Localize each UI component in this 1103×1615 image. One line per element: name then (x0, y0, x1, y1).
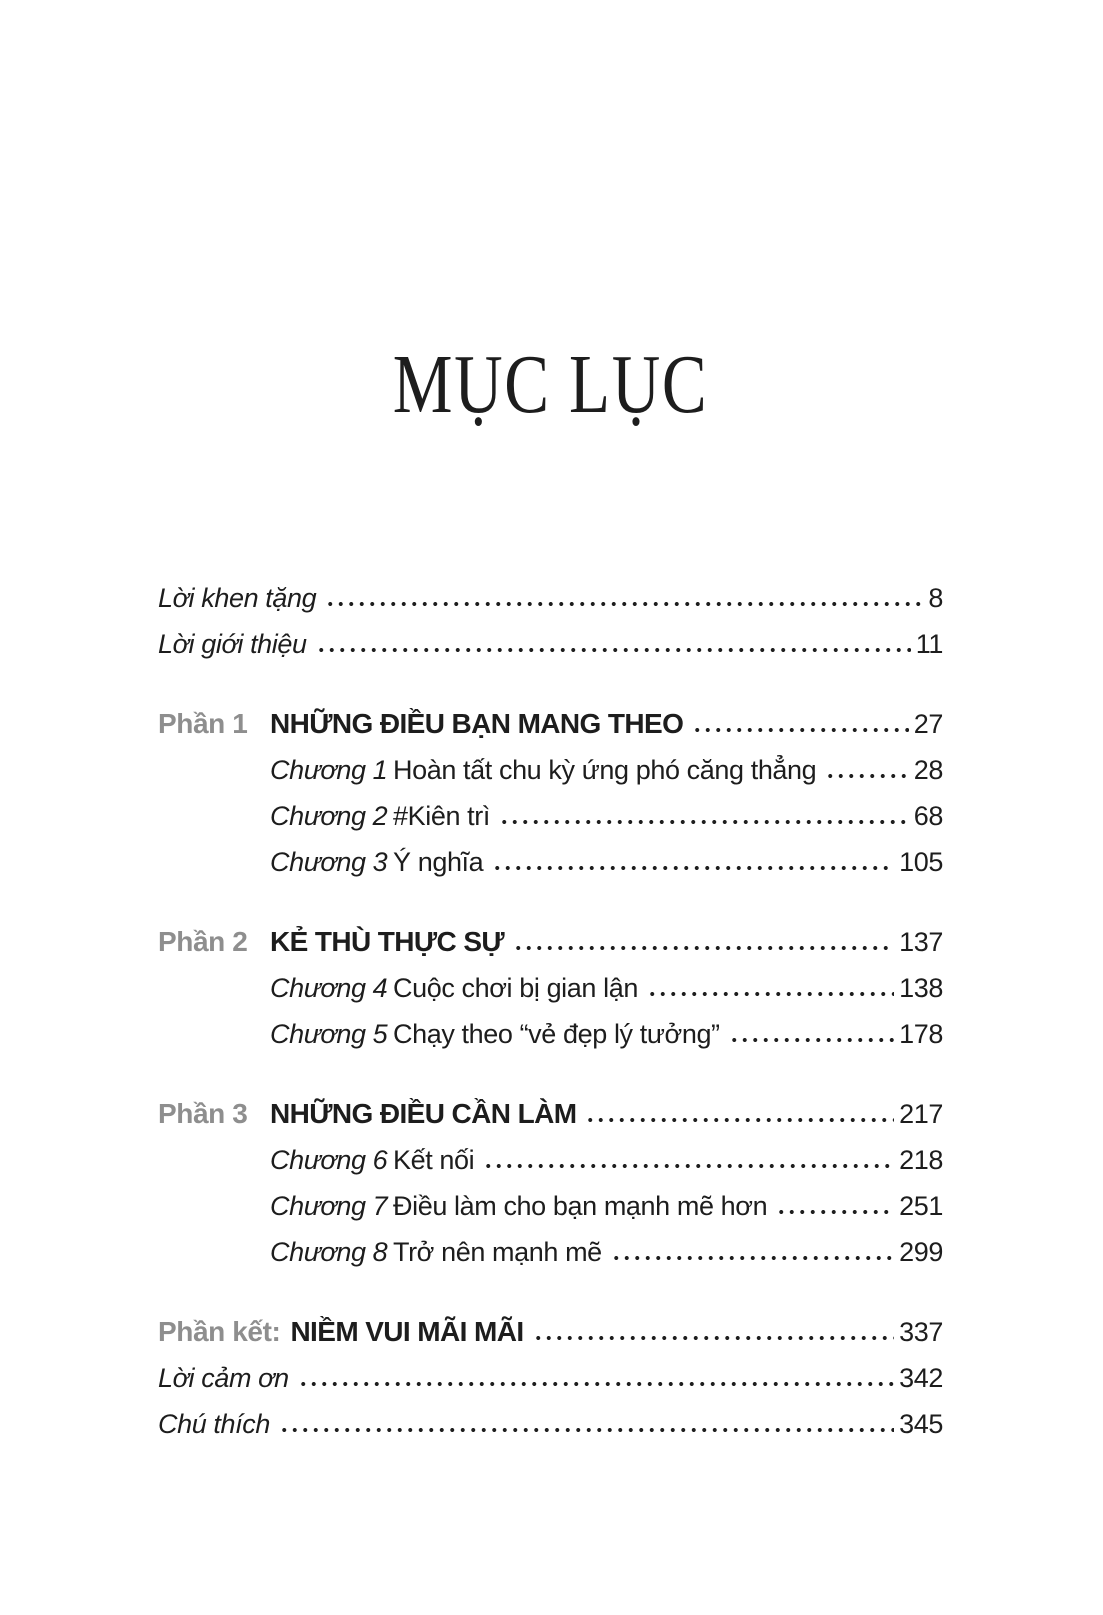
page-number: 105 (899, 847, 943, 877)
chapter-entry (158, 1011, 943, 1057)
table-of-contents (158, 575, 943, 1447)
chapter-title: #Kiên trì (393, 801, 490, 831)
page-number: 27 (913, 709, 943, 739)
page-number: 217 (899, 1099, 943, 1129)
toc-entry (158, 1355, 943, 1401)
entry-label: Chú thích (158, 1409, 270, 1439)
dot-leader (513, 945, 894, 951)
front-matter-group (158, 575, 943, 667)
page-title: MỤC LỤC (392, 338, 709, 431)
page-number: 11 (915, 629, 943, 659)
page-number: 345 (899, 1409, 943, 1439)
toc-entry (158, 1401, 943, 1447)
part-label: Phần 3 (158, 1098, 248, 1129)
part-title: NHỮNG ĐIỀU CẦN LÀM (270, 1098, 577, 1129)
page-number: 299 (899, 1237, 943, 1267)
chapter-title: Kết nối (393, 1145, 475, 1175)
chapter-label: Chương 6 (270, 1145, 388, 1175)
page-number: 218 (899, 1145, 943, 1175)
chapter-entry (158, 793, 943, 839)
page-number: 178 (899, 1019, 943, 1049)
chapter-entry (158, 1229, 943, 1275)
chapter-entry (158, 747, 943, 793)
conclusion-entry (158, 1309, 943, 1355)
chapter-title: Ý nghĩa (393, 847, 484, 877)
part-entry (158, 1091, 943, 1137)
back-matter-group (158, 1309, 943, 1447)
chapter-label: Chương 8 (270, 1237, 388, 1267)
chapter-title: Điều làm cho bạn mạnh mẽ hơn (393, 1191, 768, 1221)
dot-leader (729, 1037, 894, 1043)
page-number: 251 (899, 1191, 943, 1221)
dot-leader (776, 1209, 894, 1215)
page-number: 68 (913, 801, 943, 831)
part-label: Phần 1 (158, 708, 248, 739)
chapter-label: Chương 7 (270, 1191, 388, 1221)
part-entry (158, 701, 943, 747)
dot-leader (499, 819, 909, 825)
part-title: NHỮNG ĐIỀU BẠN MANG THEO (270, 708, 684, 739)
page-number: 8 (928, 583, 943, 613)
chapter-label: Chương 1 (270, 755, 388, 785)
page-number: 137 (899, 927, 943, 957)
toc-entry (158, 575, 943, 621)
chapter-title: Chạy theo “vẻ đẹp lý tưởng” (393, 1019, 720, 1049)
chapter-entry (158, 1183, 943, 1229)
chapter-entry (158, 1137, 943, 1183)
dot-leader (298, 1381, 894, 1387)
part-3-group (158, 1091, 943, 1275)
conclusion-label: Phần kết: (158, 1316, 281, 1347)
chapter-label: Chương 3 (270, 847, 388, 877)
chapter-label: Chương 4 (270, 973, 388, 1003)
toc-entry (158, 621, 943, 667)
dot-leader (492, 865, 894, 871)
page-number: 342 (899, 1363, 943, 1393)
part-2-group (158, 919, 943, 1057)
dot-leader (692, 727, 908, 733)
dot-leader (585, 1117, 894, 1123)
dot-leader (279, 1427, 894, 1433)
page-number: 28 (913, 755, 943, 785)
chapter-entry (158, 965, 943, 1011)
conclusion-title: NIỀM VUI MÃI MÃI (290, 1316, 524, 1347)
entry-label: Lời giới thiệu (158, 629, 307, 659)
part-1-group (158, 701, 943, 885)
page-number: 337 (899, 1317, 943, 1347)
dot-leader (611, 1255, 894, 1261)
entry-label: Lời khen tặng (158, 583, 317, 613)
chapter-entry (158, 839, 943, 885)
part-entry (158, 919, 943, 965)
chapter-title: Hoàn tất chu kỳ ứng phó căng thẳng (393, 755, 817, 785)
chapter-label: Chương 2 (270, 801, 388, 831)
dot-leader (316, 647, 911, 653)
dot-leader (325, 601, 923, 607)
dot-leader (483, 1163, 894, 1169)
chapter-label: Chương 5 (270, 1019, 388, 1049)
page-number: 138 (899, 973, 943, 1003)
entry-label: Lời cảm ơn (158, 1363, 289, 1393)
part-label: Phần 2 (158, 926, 248, 957)
dot-leader (533, 1335, 895, 1341)
dot-leader (647, 991, 894, 997)
chapter-title: Cuộc chơi bị gian lận (393, 973, 638, 1003)
dot-leader (825, 773, 908, 779)
part-title: KẺ THÙ THỰC SỰ (270, 926, 505, 957)
chapter-title: Trở nên mạnh mẽ (393, 1237, 602, 1267)
